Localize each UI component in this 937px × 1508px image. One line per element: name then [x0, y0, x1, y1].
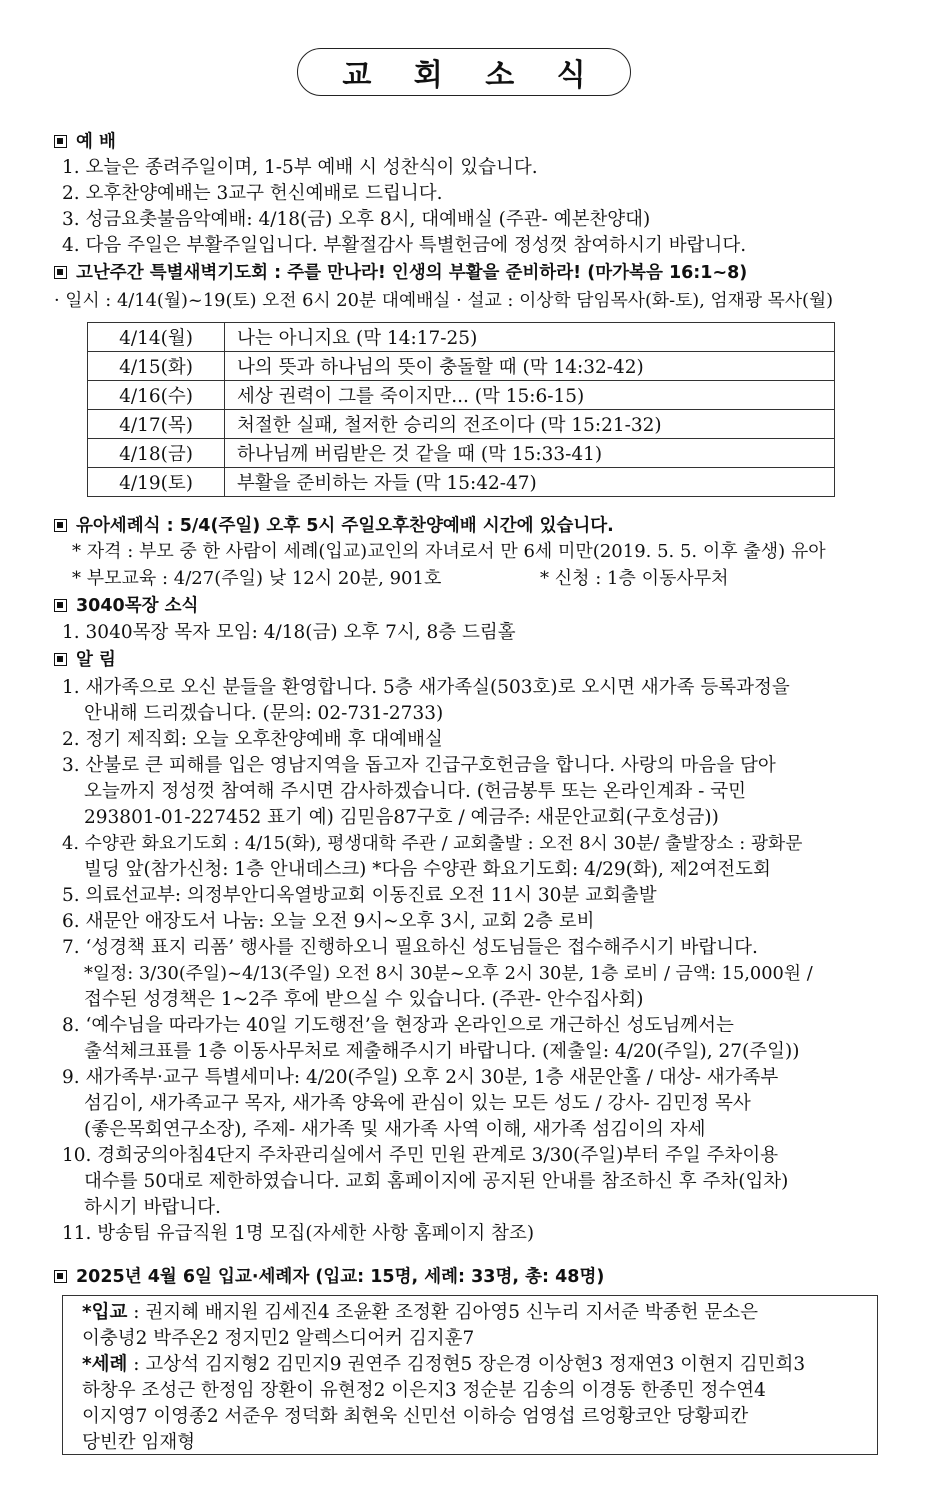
table-row	[88, 468, 835, 497]
schedule-date: 4/18(금)	[88, 439, 225, 468]
list-item: 2. 오후찬양예배는 3교구 헌신예배로 드립니다.	[62, 183, 443, 204]
passion-info: · 일시 : 4/14(월)~19(토) 오전 6시 20분 대예배실 · 설교 : 이상학 담임목사(화-토), 엄재광 목사(월)	[54, 290, 834, 311]
section-infant-heading: 유아세례식 : 5/4(주일) 오후 5시 주일오후찬양예배 시간에 있습니다.	[54, 513, 614, 539]
notice-line: 하시기 바랍니다.	[84, 1197, 221, 1218]
schedule-topic: 나는 아니지요 (막 14:17-25)	[225, 323, 835, 352]
schedule-date: 4/15(화)	[88, 352, 225, 381]
schedule-topic: 하나님께 버림받은 것 같을 때 (막 15:33-41)	[225, 439, 835, 468]
confirmation-names: 이충녕2 박주온2 정지민2 알렉스디어커 김지훈7	[82, 1328, 475, 1349]
notice-line: 대수를 50대로 제한하였습니다. 교회 홈페이지에 공지된 안내를 참조하신 후 주차(입차)	[84, 1171, 789, 1192]
notice-line: 6. 새문안 애장도서 나눔: 오늘 오전 9시~오후 3시, 교회 2층 로비	[62, 911, 595, 932]
notice-line: 10. 경희궁의아침4단지 주차관리실에서 주민 민원 관계로 3/30(주일)부터 주일 주차이용	[62, 1145, 779, 1166]
baptism-names: *세례 : 고상석 김지형2 김민지9 권연주 김정현5 장은경 이상현3 정재연3 이현지 김민희3	[82, 1354, 806, 1375]
table-row	[88, 352, 835, 381]
section-cell-heading: 3040목장 소식	[54, 593, 198, 619]
notice-line: 2. 정기 제직회: 오늘 오후찬양예배 후 대예배실	[62, 729, 443, 750]
section-members-heading: 2025년 4월 6일 입교·세례자 (입교: 15명, 세례: 33명, 총: 48명)	[54, 1264, 604, 1290]
notice-line: 섬김이, 새가족교구 목자, 새가족 양육에 관심이 있는 모든 성도 / 강사- 김민정 목사	[84, 1093, 751, 1114]
square-bullet-icon	[54, 599, 67, 612]
notice-line: 9. 새가족부·교구 특별세미나: 4/20(주일) 오후 2시 30분, 1층 새문안홀 / 대상- 새가족부	[62, 1067, 779, 1088]
schedule-table	[87, 322, 835, 497]
list-item: 1. 오늘은 종려주일이며, 1-5부 예배 시 성찬식이 있습니다.	[62, 157, 538, 178]
square-bullet-icon	[54, 1270, 67, 1283]
notice-line: 오늘까지 정성껏 참여해 주시면 감사하겠습니다. (헌금봉투 또는 온라인계좌 - 국민	[84, 781, 747, 802]
baptism-label: *세례	[82, 1354, 128, 1375]
infant-application: * 신청 : 1층 이동사무처	[540, 568, 729, 589]
notice-line: 안내해 드리겠습니다. (문의: 02-731-2733)	[84, 703, 444, 724]
schedule-date: 4/19(토)	[88, 468, 225, 497]
schedule-topic: 처절한 실패, 철저한 승리의 전조이다 (막 15:21-32)	[225, 410, 835, 439]
section-worship-heading: 예 배	[54, 129, 116, 155]
table-row	[88, 323, 835, 352]
notice-line: 출석체크표를 1층 이동사무처로 제출해주시기 바랍니다. (제출일: 4/20(주일), 27(주일))	[84, 1041, 800, 1062]
schedule-date: 4/16(수)	[88, 381, 225, 410]
schedule-topic: 부활을 준비하는 자들 (막 15:42-47)	[225, 468, 835, 497]
section-passion-heading: 고난주간 특별새벽기도회 : 주를 만나라! 인생의 부활을 준비하라! (마가복음 16:1~8)	[54, 260, 747, 286]
list-item: 4. 다음 주일은 부활주일입니다. 부활절감사 특별헌금에 정성껏 참여하시기 바랍니다.	[62, 235, 747, 256]
square-bullet-icon	[54, 135, 67, 148]
confirmation-label: *입교	[82, 1302, 128, 1323]
schedule-date: 4/17(목)	[88, 410, 225, 439]
schedule-date: 4/14(월)	[88, 323, 225, 352]
table-row	[88, 381, 835, 410]
section-notice-heading: 알 림	[54, 647, 116, 673]
page-title: 교 회 소 식	[297, 48, 631, 96]
table-row	[88, 439, 835, 468]
infant-qualification: * 자격 : 부모 중 한 사람이 세례(입교)교인의 자녀로서 만 6세 미만(2019. 5. 5. 이후 출생) 유아	[72, 541, 826, 562]
notice-line: 8. ‘예수님을 따라가는 40일 기도행전’을 현장과 온라인으로 개근하신 성도님께서는	[62, 1015, 734, 1036]
notice-line: 7. ‘성경책 표지 리폼’ 행사를 진행하오니 필요하신 성도님들은 접수해주시기 바랍니다.	[62, 937, 758, 958]
notice-line: (좋은목회연구소장), 주제- 새가족 및 새가족 사역 이해, 새가족 섬김이의 자세	[84, 1119, 706, 1140]
schedule-topic: 나의 뜻과 하나님의 뜻이 충돌할 때 (막 14:32-42)	[225, 352, 835, 381]
notice-line: 4. 수양관 화요기도회 : 4/15(화), 평생대학 주관 / 교회출발 : 오전 8시 30분/ 출발장소 : 광화문	[62, 833, 803, 854]
notice-line: 11. 방송팀 유급직원 1명 모집(자세한 사항 홈페이지 참조)	[62, 1223, 535, 1244]
square-bullet-icon	[54, 266, 67, 279]
table-row	[88, 410, 835, 439]
baptism-names: 하창우 조성근 한정임 장환이 유현정2 이은지3 정순분 김송의 이경동 한종민 정수연4	[82, 1380, 766, 1401]
notice-line: 접수된 성경책은 1~2주 후에 받으실 수 있습니다. (주관- 안수집사회)	[84, 989, 644, 1010]
baptism-names: 당빈칸 임재형	[82, 1432, 196, 1453]
notice-line: 3. 산불로 큰 피해를 입은 영남지역을 돕고자 긴급구호헌금을 합니다. 사랑의 마음을 담아	[62, 755, 776, 776]
confirmation-names: *입교 : 권지혜 배지원 김세진4 조윤환 조정환 김아영5 신누리 지서준 박종헌 문소은	[82, 1302, 759, 1323]
schedule-topic: 세상 권력이 그를 죽이지만... (막 15:6-15)	[225, 381, 835, 410]
infant-parent-education: * 부모교육 : 4/27(주일) 낮 12시 20분, 901호	[72, 568, 442, 589]
square-bullet-icon	[54, 653, 67, 666]
baptism-names: 이지영7 이영종2 서준우 정덕화 최현욱 신민선 이하승 엄영섭 르엉황코안 당황피칸	[82, 1406, 749, 1427]
notice-line: 293801-01-227452 표기 예) 김믿음87구호 / 예금주: 새문안교회(구호성금))	[84, 807, 719, 828]
notice-line: 1. 새가족으로 오신 분들을 환영합니다. 5층 새가족실(503호)로 오시면 새가족 등록과정을	[62, 677, 790, 698]
notice-line: *일정: 3/30(주일)~4/13(주일) 오전 8시 30분~오후 2시 30분, 1층 로비 / 금액: 15,000원 /	[84, 963, 813, 984]
list-item: 3. 성금요촛불음악예배: 4/18(금) 오후 8시, 대예배실 (주관- 예본찬양대)	[62, 209, 651, 230]
list-item: 1. 3040목장 목자 모임: 4/18(금) 오후 7시, 8층 드림홀	[62, 622, 516, 643]
notice-line: 5. 의료선교부: 의정부안디옥열방교회 이동진료 오전 11시 30분 교회출발	[62, 885, 657, 906]
square-bullet-icon	[54, 519, 67, 532]
notice-line: 빌딩 앞(참가신청: 1층 안내데스크) *다음 수양관 화요기도회: 4/29(화), 제2여전도회	[84, 859, 771, 880]
